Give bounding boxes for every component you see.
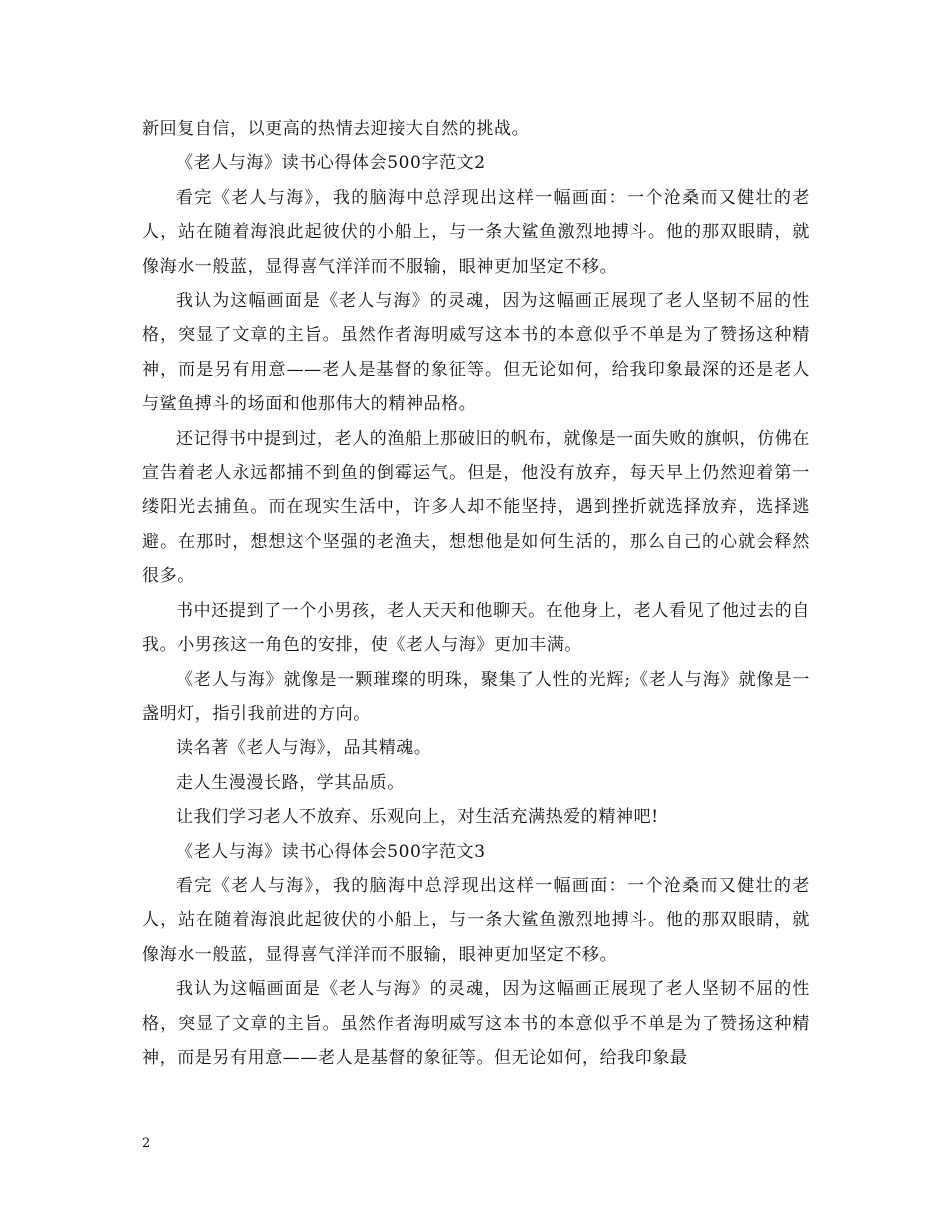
document-body bbox=[142, 112, 810, 1075]
paragraph: 走人生漫漫长路，学其品质。 bbox=[176, 772, 405, 793]
paragraph: 我认为这幅画面是《老人与海》的灵魂，因为这幅画正展现了老人坚韧不屈的性格，突显了文章的主旨。虽然作者海明威写这本书的本意似乎不单是为了赞扬这种精神，而是另有用意——老人是基督的象征等。但无论如何，给我印象最 bbox=[142, 979, 810, 1068]
paragraph-continuation: 新回复自信，以更高的热情去迎接大自然的挑战。 bbox=[142, 119, 530, 139]
paragraph: 让我们学习老人不放弃、乐观向上，对生活充满热爱的精神吧! bbox=[176, 807, 659, 828]
paragraph: 书中还提到了一个小男孩，老人天天和他聊天。在他身上，老人看见了他过去的自我。小男孩这一角色的安排，使《老人与海》更加丰满。 bbox=[142, 600, 810, 656]
section-heading-3: 《老人与海》读书心得体会500字范文3 bbox=[176, 841, 486, 862]
page-number: 2 bbox=[142, 1136, 151, 1151]
paragraph: 看完《老人与海》，我的脑海中总浮现出这样一幅画面：一个沧桑而又健壮的老人，站在随着海浪此起彼伏的小船上，与一条大鲨鱼激烈地搏斗。他的那双眼睛，就像海水一般蓝，显得喜气洋洋而不服输，眼神更加坚定不移。 bbox=[142, 187, 810, 277]
section-heading-2: 《老人与海》读书心得体会500字范文2 bbox=[176, 153, 486, 174]
paragraph: 还记得书中提到过，老人的渔船上那破旧的帆布，就像是一面失败的旗帜，仿佛在宣告着老人永远都捕不到鱼的倒霉运气。但是，他没有放弃，每天早上仍然迎着第一缕阳光去捕鱼。而在现实生活中，许多人却不能坚持，遇到挫折就选择放弃，选择逃避。在那时，想想这个坚强的老渔夫，想想他是如何生活的，那么自己的心就会释然很多。 bbox=[142, 428, 810, 587]
paragraph: 我认为这幅画面是《老人与海》的灵魂，因为这幅画正展现了老人坚韧不屈的性格，突显了文章的主旨。虽然作者海明威写这本书的本意似乎不单是为了赞扬这种精神，而是另有用意——老人是基督的象征等。但无论如何，给我印象最深的还是老人与鲨鱼搏斗的场面和他那伟大的精神品格。 bbox=[142, 291, 810, 415]
paragraph: 读名著《老人与海》，品其精魂。 bbox=[176, 738, 432, 759]
paragraph: 《老人与海》就像是一颗璀璨的明珠，聚集了人性的光辉;《老人与海》就像是一盏明灯，指引我前进的方向。 bbox=[142, 669, 810, 724]
paragraph: 看完《老人与海》，我的脑海中总浮现出这样一幅画面：一个沧桑而又健壮的老人，站在随着海浪此起彼伏的小船上，与一条大鲨鱼激烈地搏斗。他的那双眼睛，就像海水一般蓝，显得喜气洋洋而不服输，眼神更加坚定不移。 bbox=[142, 875, 810, 965]
